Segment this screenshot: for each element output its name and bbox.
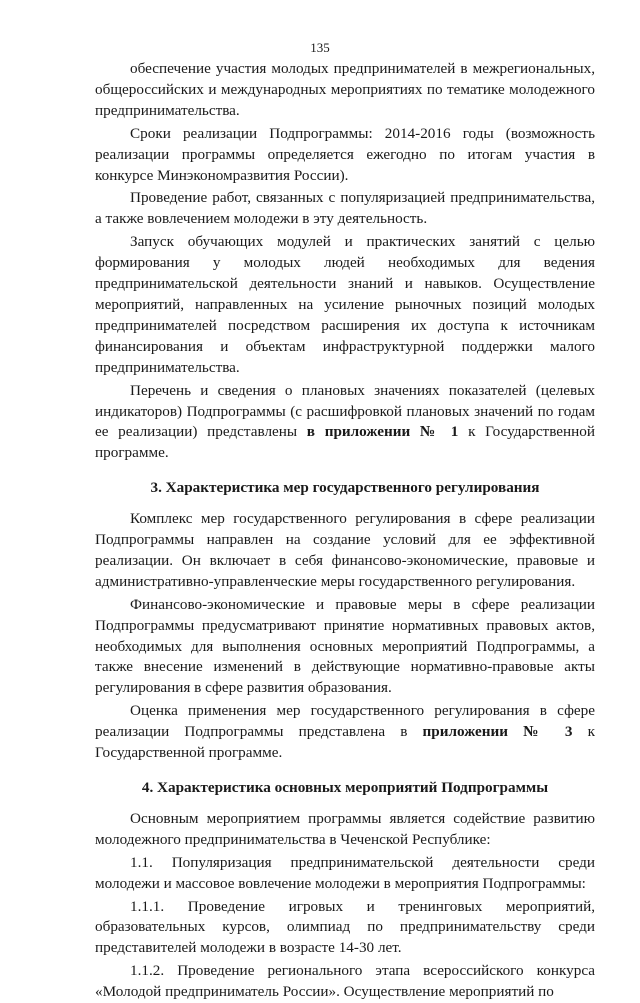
paragraph-annex-reference xyxy=(95,381,595,465)
annex-text-before: Перечень и сведения о плановых значениях показателей (целевых индикаторов) Подпрограммы (с расшифровкой плановых значений по годам ее реализации) представлены xyxy=(95,381,595,441)
annex-reference: в приложении № 1 xyxy=(306,423,459,441)
section-4-heading: 4. Характеристика основных мероприятий Подпрограммы xyxy=(141,779,549,796)
paragraph: Основным мероприятием программы является содействие развитию молодежного предпринимательства в Чеченской Республике: xyxy=(95,809,595,848)
paragraph: Финансово-экономические и правовые меры в сфере реализации Подпрограммы предусматривают принятие нормативных правовых актов, необходимых для выполнения основных мероприятий Подпрограммы, а также внесение изменений в действующие нормативно-правовые акты регулирования в сфере развития образования. xyxy=(95,595,595,697)
paragraph: Сроки реализации Подпрограммы: 2014-2016 годы (возможность реализации программы определяется ежегодно по итогам участия в конкурсе Минэкономразвития России). xyxy=(95,124,595,184)
paragraph: Комплекс мер государственного регулирования в сфере реализации Подпрограммы направлен на создание условий для ее эффективной реализации. Он включает в себя финансово-экономические, правовые и административно-управленческие меры государственного регулирования. xyxy=(95,510,595,590)
paragraph: обеспечение участия молодых предпринимателей в межрегиональных, общероссийских и международных мероприятиях по тематике молодежного предпринимательства. xyxy=(95,60,595,119)
annex-reference: приложении № 3 xyxy=(422,723,573,741)
page-number: 135 xyxy=(310,40,330,55)
paragraph: 1.1.2. Проведение регионального этапа всероссийского конкурса «Молодой предприниматель России». Осуществление мероприятий по xyxy=(95,962,595,1001)
annex-text-after: к Государственной программе. xyxy=(95,423,595,462)
paragraph-annex-reference xyxy=(95,701,595,764)
section-3-heading: 3. Характеристика мер государственного регулирования xyxy=(150,479,540,497)
paragraph: 1.1. Популяризация предпринимательской деятельности среди молодежи и массовое вовлечение молодежи в мероприятия Подпрограммы: xyxy=(95,853,595,892)
annex-text-after: к Государственной программе. xyxy=(95,723,595,762)
paragraph: Запуск обучающих модулей и практических занятий с целью формирования у молодых людей необходимых для ведения предпринимательской деятельности знаний и навыков. Осуществление мероприятий, направленных на усиление рыночных позиций молодых предпринимателей посредством расширения их доступа к источникам финансирования и объектам инфраструктурной поддержки малого предпринимательства. xyxy=(95,233,595,376)
page-content xyxy=(95,59,595,1003)
paragraph: Проведение работ, связанных с популяризацией предпринимательства, а также вовлечением молодежи в эту деятельность. xyxy=(95,189,595,228)
paragraph: 1.1.1. Проведение игровых и тренинговых мероприятий, образовательных курсов, олимпиад по предпринимательству среди представителей молодежи в возрасте 14-30 лет. xyxy=(95,897,595,957)
annex-text-before: Оценка применения мер государственного регулирования в сфере реализации Подпрограммы представлена в xyxy=(95,702,595,741)
